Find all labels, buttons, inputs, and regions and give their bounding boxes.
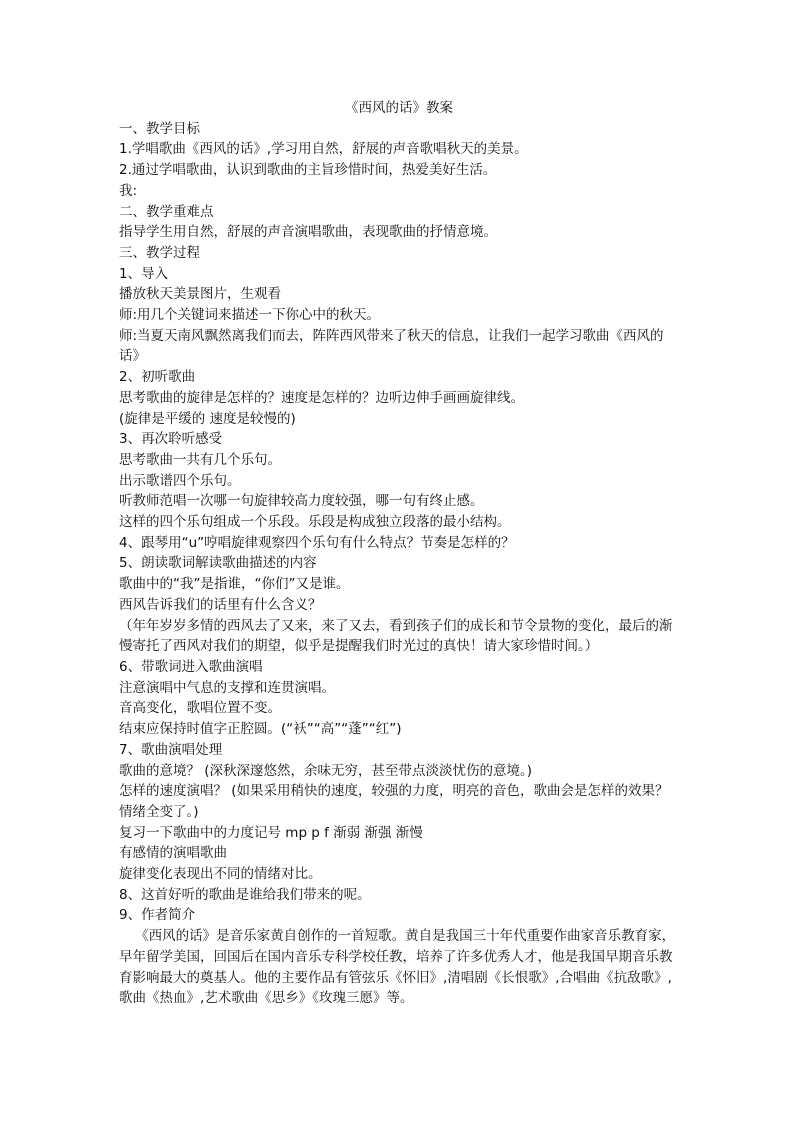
- lyrics-line-1: 歌曲中的“我”是指谁，“你们”又是谁。: [119, 576, 350, 593]
- lyrics-line-2: 西风告诉我们的话里有什么含义？: [119, 596, 322, 613]
- lyrics-line-3: （年年岁岁多情的西风去了又来，来了又去，看到孩子们的成长和节令景物的变化，最后的渐慢寄托了西风对我们的期望，似乎是提醒我们时光过的真快！请大家珍惜时间。）: [119, 617, 673, 655]
- document-title: 《西风的话》教案: [345, 100, 453, 116]
- author-biography: 《西风的话》是音乐家黄自创作的一首短歌。黄自是我国三十年代重要作曲家音乐教育家，早年留学美国，回国后在国内音乐专科学校任教，培养了许多优秀人才，他是我国早期音乐教育影响最大的奠基人。他的主要作品有管弦乐《怀旧》,清唱剧《长恨歌》,合唱曲《抗敌歌》,歌曲《热血》,艺术歌曲《思乡》《玫瑰三愿》等。: [119, 928, 676, 1007]
- step-heading-author: 9、作者简介: [119, 907, 196, 924]
- step-heading-second-listen: 3、再次聆听感受: [119, 431, 223, 448]
- section-heading-process: 三、教学过程: [119, 244, 200, 261]
- section-heading-goals: 一、教学目标: [119, 120, 200, 137]
- first-listen-line-2: (旋律是平缓的 速度是较慢的): [119, 410, 296, 427]
- sing-line-2: 音高变化，歌唱位置不变。: [119, 700, 281, 717]
- second-listen-line-1: 思考歌曲一共有几个乐句。: [119, 451, 281, 468]
- sing-line-3: 结束应保持时值字正腔圆。(“袄”“高”“蓬”“红”): [119, 721, 402, 738]
- performance-line-2: 怎样的速度演唱？ (如果采用稍快的速度，较强的力度，明亮的音色，歌曲会是怎样的效果？ 情绪全变了。): [119, 783, 669, 820]
- second-listen-line-3: 听教师范唱一次哪一句旋律较高力度较强，哪一句有终止感。: [119, 493, 484, 510]
- intro-line-3: 师:当夏天南风飘然离我们而去，阵阵西风带来了秋天的信息，让我们一起学习歌曲《西风的话》: [119, 327, 664, 365]
- performance-line-3: 复习一下歌曲中的力度记号 mp p f 渐弱 渐强 渐慢: [119, 824, 423, 841]
- goal-item-1: 1.学唱歌曲《西风的话》,学习用自然，舒展的声音歌唱秋天的美景。: [119, 141, 528, 158]
- intro-line-1: 播放秋天美景图片，生观看: [119, 286, 281, 303]
- performance-line-5: 旋律变化表现出不同的情绪对比。: [119, 866, 322, 883]
- step-heading-sing-with-lyrics: 6、带歌词进入歌曲演唱: [119, 658, 263, 675]
- step-heading-lyrics: 5、朗读歌词解读歌曲描述的内容: [119, 555, 317, 572]
- step-heading-performance: 7、歌曲演唱处理: [119, 741, 223, 758]
- sing-line-1: 注意演唱中气息的支撑和连贯演唱。: [119, 679, 335, 696]
- key-points-text: 指导学生用自然，舒展的声音演唱歌曲，表现歌曲的抒情意境。: [119, 224, 497, 241]
- section-heading-key-points: 二、教学重难点: [119, 203, 214, 220]
- performance-line-4: 有感情的演唱歌曲: [119, 845, 227, 862]
- intro-line-2: 师:用几个关键词来描述一下你心中的秋天。: [119, 307, 381, 324]
- step-heading-intro: 1、导入: [119, 265, 169, 282]
- goal-item-3: 我:: [119, 182, 138, 199]
- first-listen-line-1: 思考歌曲的旋律是怎样的？速度是怎样的？边听边伸手画画旋律线。: [119, 389, 524, 406]
- second-listen-line-2: 出示歌谱四个乐句。: [119, 472, 241, 489]
- document-body: [119, 98, 679, 1009]
- second-listen-line-4: 这样的四个乐句组成一个乐段。乐段是构成独立段落的最小结构。: [119, 514, 511, 531]
- performance-line-1: 歌曲的意境？ (深秋深邃悠然，余味无穷，甚至带点淡淡忧伤的意境。): [119, 762, 533, 779]
- step-heading-who-brought: 8、这首好听的歌曲是谁给我们带来的呢。: [119, 886, 371, 903]
- step-heading-first-listen: 2、初听歌曲: [119, 369, 196, 386]
- step-heading-piano-hum: 4、跟琴用“u”哼唱旋律观察四个乐句有什么特点？节奏是怎样的？: [119, 534, 515, 551]
- goal-item-2: 2.通过学唱歌曲，认识到歌曲的主旨珍惜时间，热爱美好生活。: [119, 162, 497, 179]
